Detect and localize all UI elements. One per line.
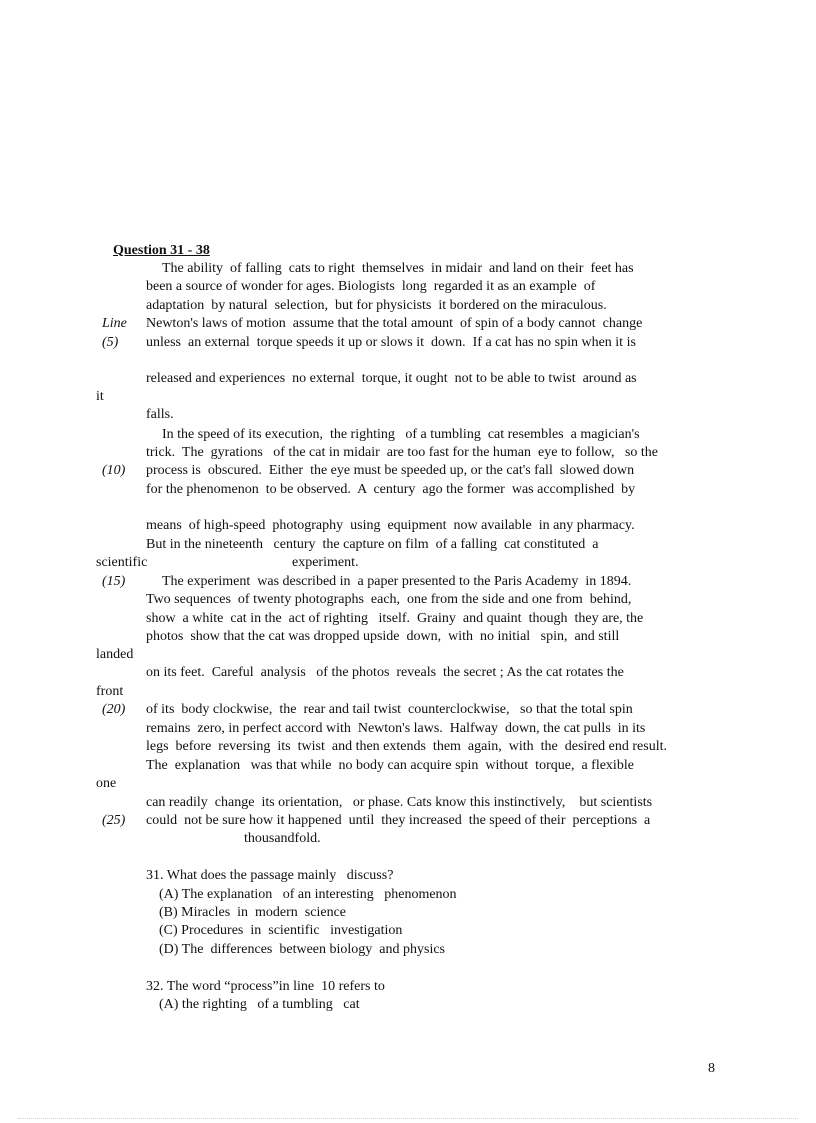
line-label: (5)	[102, 335, 119, 350]
page-number: 8	[708, 1061, 715, 1076]
line-label: (20)	[102, 702, 126, 717]
passage-line: Newton's laws of motion assume that the total amount of spin of a body cannot change	[146, 316, 643, 331]
passage-line: falls.	[146, 407, 174, 422]
line-label: Line	[102, 316, 127, 331]
answer-option: (D) The differences between biology and physics	[159, 942, 446, 957]
passage-line: The explanation was that while no body can acquire spin without torque, a flexible	[146, 758, 634, 773]
passage-line: legs before reversing its twist and then extends them again, with the desired end result.	[146, 739, 667, 754]
answer-option: (C) Procedures in scientific investigation	[159, 923, 403, 938]
passage-line: show a white cat in the act of righting itself. Grainy and quaint though they are, the	[146, 611, 644, 626]
passage-line: experiment.	[292, 555, 359, 570]
passage-line: front	[96, 684, 124, 699]
passage-line: thousandfold.	[244, 831, 321, 846]
section-heading: Question 31 - 38	[113, 243, 210, 258]
passage-line: adaptation by natural selection, but for physicists it bordered on the miraculous.	[146, 298, 607, 313]
passage-line: one	[96, 776, 117, 791]
passage-line: it	[96, 389, 104, 404]
passage-line: on its feet. Careful analysis of the photos reveals the secret ; As the cat rotates the	[146, 665, 624, 680]
passage-line: The ability of falling cats to right themselves in midair and land on their feet has	[162, 261, 634, 276]
line-label: (10)	[102, 463, 126, 478]
passage-line: landed	[96, 647, 134, 662]
passage-line: means of high-speed photography using equipment now available in any pharmacy.	[146, 518, 635, 533]
passage-line: But in the nineteenth century the capture on film of a falling cat constituted a	[146, 537, 599, 552]
passage-line: photos show that the cat was dropped upside down, with no initial spin, and still	[146, 629, 620, 644]
question-stem: 32. The word “process”in line 10 refers to	[146, 979, 385, 994]
passage-line: remains zero, in perfect accord with Newton's laws. Halfway down, the cat pulls in its	[146, 721, 646, 736]
line-label: (15)	[102, 574, 126, 589]
passage-line: for the phenomenon to be observed. A century ago the former was accomplished by	[146, 482, 636, 497]
passage-line: unless an external torque speeds it up or slows it down. If a cat has no spin when it is	[146, 335, 636, 350]
passage-line: could not be sure how it happened until they increased the speed of their perceptions a	[146, 813, 651, 828]
passage-line: Two sequences of twenty photographs each, one from the side and one from behind,	[146, 592, 632, 607]
passage-line: can readily change its orientation, or phase. Cats know this instinctively, but scientists	[146, 795, 653, 810]
question-stem: 31. What does the passage mainly discuss?	[146, 868, 394, 883]
passage-line: process is obscured. Either the eye must be speeded up, or the cat's fall slowed down	[146, 463, 635, 478]
passage-line: released and experiences no external torque, it ought not to be able to twist around as	[146, 371, 637, 386]
passage-line: been a source of wonder for ages. Biologists long regarded it as an example of	[146, 279, 596, 294]
answer-option: (A) The explanation of an interesting phenomenon	[159, 887, 457, 902]
passage-line: trick. The gyrations of the cat in midair are too fast for the human eye to follow, so the	[146, 445, 659, 460]
answer-option: (B) Miracles in modern science	[159, 905, 346, 920]
line-label: (25)	[102, 813, 126, 828]
passage-line: of its body clockwise, the rear and tail twist counterclockwise, so that the total spin	[146, 702, 633, 717]
passage-line: The experiment was described in a paper presented to the Paris Academy in 1894.	[162, 574, 632, 589]
answer-option: (A) the righting of a tumbling cat	[159, 997, 360, 1012]
page-bottom-divider	[18, 1118, 798, 1119]
passage-line: In the speed of its execution, the righting of a tumbling cat resembles a magician's	[162, 427, 640, 442]
passage-line: scientific	[96, 555, 148, 570]
